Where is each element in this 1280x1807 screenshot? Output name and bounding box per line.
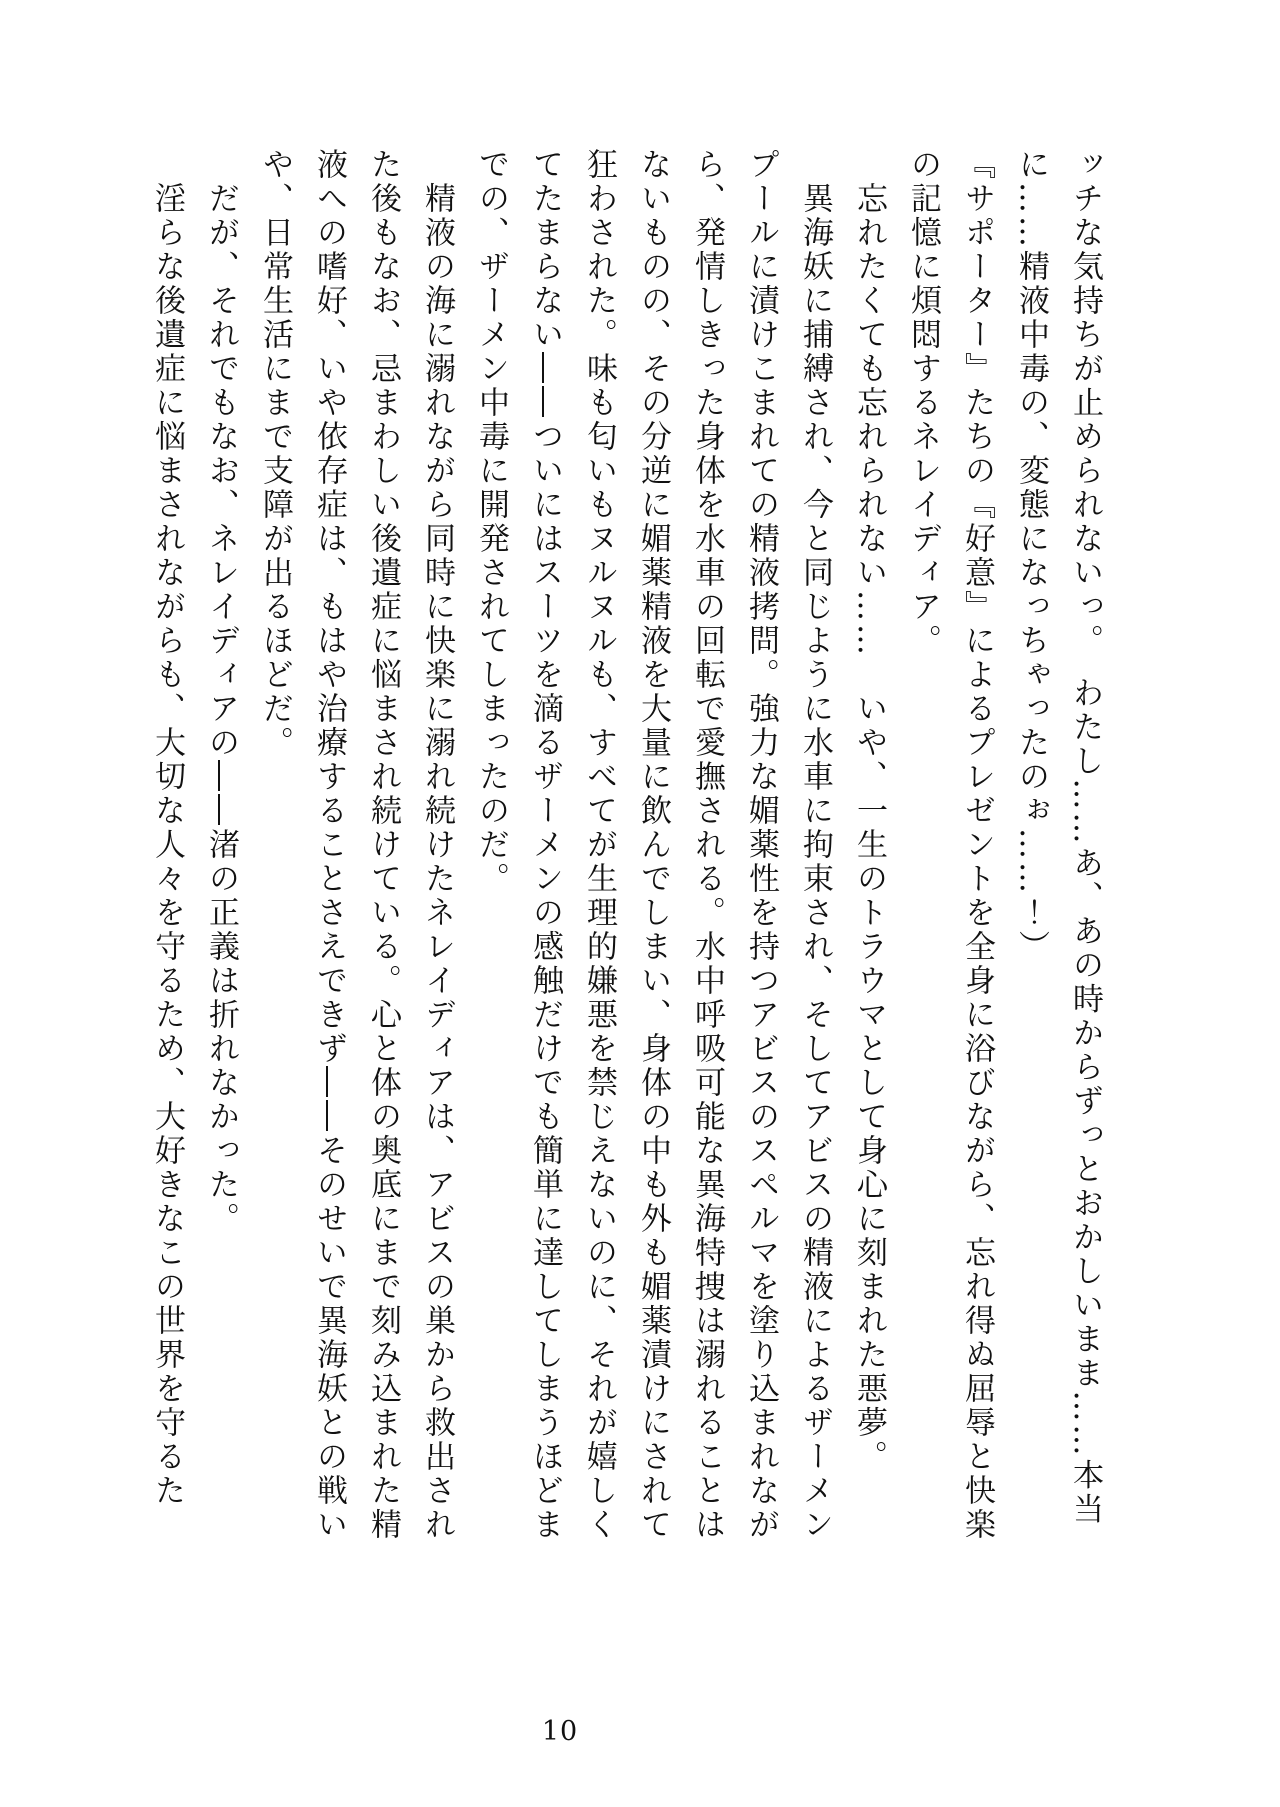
- paragraph: 淫らな後遺症に悩まされながらも、大切な人々を守るため、大好きなこの世界を守るた: [149, 182, 185, 1508]
- paragraph: 『サポーター』たちの『好意』によるプレゼントを全身に浴びながら、忘れ得ぬ屈辱と快楽の記憶に煩悶するネレイディア。: [905, 148, 995, 1542]
- body-text: [140, 148, 1112, 1542]
- paragraph: だが、それでもなお、ネレイディアの――渚の正義は折れなかった。: [203, 182, 239, 1236]
- page-number: 10: [541, 1716, 579, 1747]
- paragraph: ッチな気持ちが止められないっ。 わたし……あ、あの時からずっとおかしいまま……本当に……精液中毒の、変態になっちゃったのぉ……！）: [1013, 148, 1103, 1527]
- paragraph: 異海妖に捕縛され、今と同じように水車に拘束され、そしてアビスの精液によるザーメンプールに漬けこまれての精液拷問。強力な媚薬性を持つアビスのスペルマを塗り込まれながら、発情しきった身体を水車の回転で愛撫される。水中呼吸可能な異海特捜は溺れることはないものの、その分逆に媚薬精液を大量に飲んでしまい、身体の中も外も媚薬漬けにされて狂わされた。味も匂いもヌルヌルも、すべてが生理的嫌悪を禁じえないのに、それが嬉しくてたまらない――ついにはスーツを滴るザーメンの感触だけでも簡単に達してしまうほどまでの、ザーメン中毒に開発されてしまったのだ。: [473, 148, 833, 1542]
- paragraph: 忘れたくても忘れられない…… いや、一生のトラウマとして身心に刻まれた悪夢。: [851, 182, 887, 1474]
- paragraph: 精液の海に溺れながら同時に快楽に溺れ続けたネレイディアは、アビスの巣から救出された後もなお、忌まわしい後遺症に悩まされ続けている。心と体の奥底にまで刻み込まれた精液への嗜好、いや依存症は、もはや治療することさえできず――そのせいで異海妖との戦いや、日常生活にまで支障が出るほどだ。: [257, 148, 455, 1542]
